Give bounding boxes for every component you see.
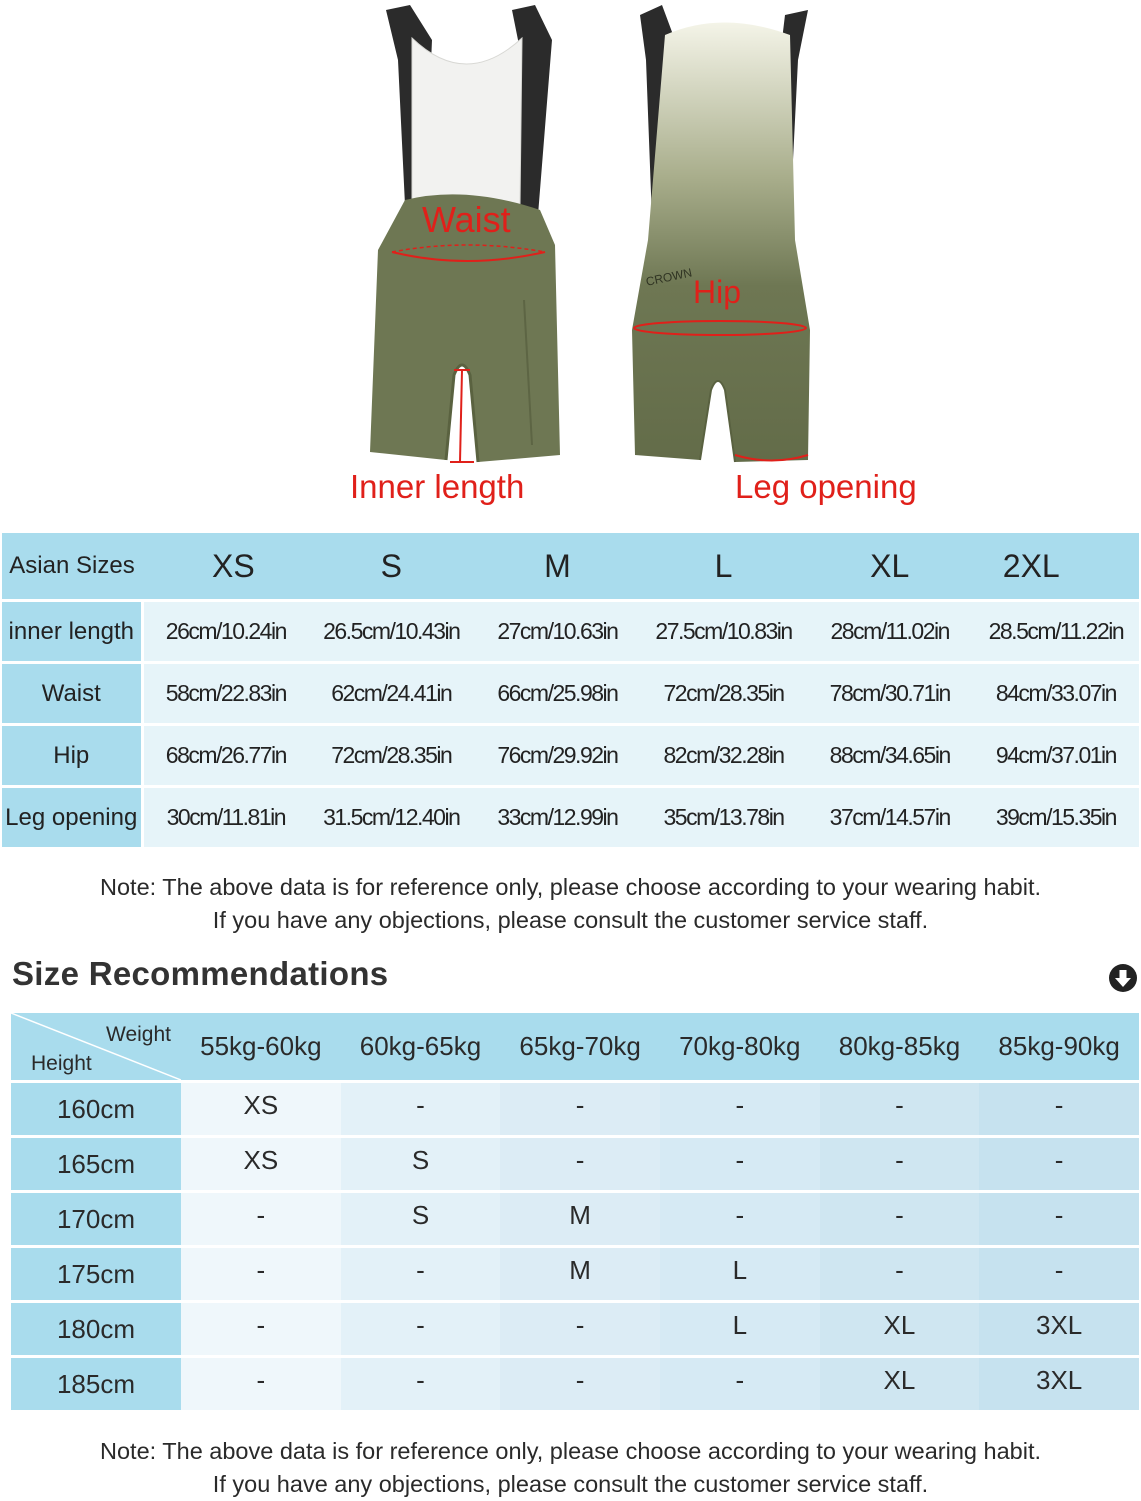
recommended-size: - [1054, 1254, 1064, 1285]
recommended-size: M [569, 1199, 591, 1230]
recommended-size: - [575, 1089, 585, 1120]
recommended-size-cell [341, 1357, 501, 1411]
recommended-size-cell [500, 1357, 660, 1411]
measurement-label: Leg opening [2, 787, 142, 848]
recommended-size: - [895, 1089, 904, 1120]
recommended-size-cell [341, 1247, 501, 1302]
recommended-size-cell [979, 1357, 1139, 1411]
recommended-size-cell [979, 1082, 1139, 1137]
recommended-size: L [732, 1254, 748, 1285]
recommended-size: S [411, 1144, 430, 1175]
measurement-cell: 68cm/26.77in [142, 725, 308, 787]
recommended-size: - [895, 1254, 904, 1285]
size-recommendation-table [11, 1013, 1139, 1410]
weight-height-corner [11, 1013, 181, 1082]
recommended-size: - [575, 1364, 585, 1395]
size-header-cell: L [640, 533, 806, 601]
size-header-cell: XS [142, 533, 308, 601]
recommended-size: - [1054, 1089, 1064, 1120]
measurement-cell: 94cm/37.01in [973, 725, 1139, 787]
weight-axis-label: Weight [106, 1023, 171, 1046]
recommended-size-cell [500, 1302, 660, 1357]
recommended-size-cell [979, 1137, 1139, 1192]
recommended-size-cell [660, 1082, 820, 1137]
recommended-size-cell [660, 1192, 820, 1247]
weight-header-cell: 60kg-65kg [341, 1013, 501, 1082]
recommended-size: - [735, 1199, 745, 1230]
measurement-cell: 82cm/32.28in [640, 725, 806, 787]
recommended-size: 3XL [1036, 1309, 1083, 1340]
measurement-cell: 62cm/24.41in [308, 663, 474, 725]
recommended-size: - [895, 1199, 904, 1230]
recommended-size: XL [883, 1309, 916, 1340]
brand-mark: CROWN [644, 265, 694, 289]
recommended-size-cell [341, 1192, 501, 1247]
measurement-cell: 30cm/11.81in [142, 787, 308, 848]
measurement-row-hip [2, 725, 1139, 787]
recommended-size-cell [820, 1137, 980, 1192]
recommended-size: - [735, 1144, 745, 1175]
back-view [632, 5, 810, 462]
recommended-size-cell [500, 1082, 660, 1137]
recommended-size-cell [660, 1357, 820, 1411]
height-label: 165cm [11, 1137, 181, 1192]
measurement-row-leg-opening [2, 787, 1139, 848]
recommended-size-cell [181, 1247, 341, 1302]
asian-sizes-label: Asian Sizes [2, 533, 142, 601]
recommended-size: - [575, 1144, 585, 1175]
size-recommendations-title: Size Recommendations [12, 955, 389, 992]
measurement-cell: 58cm/22.83in [142, 663, 308, 725]
measurement-cell: 28cm/11.02in [807, 601, 973, 663]
note-line: If you have any objections, please consult the customer service staff. [212, 1471, 929, 1497]
note-line: Note: The above data is for reference only, please choose according to your wearing habit. [100, 874, 1041, 900]
recommended-size-cell [979, 1247, 1139, 1302]
recommended-size-cell [660, 1247, 820, 1302]
note-line: If you have any objections, please consult the customer service staff. [212, 907, 929, 933]
recommended-size: - [416, 1254, 425, 1285]
measurement-cell: 78cm/30.71in [807, 663, 973, 725]
recommended-size-cell [181, 1192, 341, 1247]
recommended-size-cell [820, 1247, 980, 1302]
weight-header-cell: 85kg-90kg [979, 1013, 1139, 1082]
measurement-cell: 72cm/28.35in [308, 725, 474, 787]
height-row [11, 1302, 1139, 1357]
height-row [11, 1137, 1139, 1192]
recommended-size: - [256, 1199, 266, 1230]
reference-note-bottom [0, 1435, 1141, 1501]
measurement-row-waist [2, 663, 1139, 725]
height-label: 160cm [11, 1082, 181, 1137]
recommended-size-cell [341, 1082, 501, 1137]
measurement-cell: 33cm/12.99in [474, 787, 640, 848]
measurement-cell: 26.5cm/10.43in [308, 601, 474, 663]
measurement-cell: 31.5cm/12.40in [308, 787, 474, 848]
recommended-size: - [895, 1144, 904, 1175]
recommended-size-cell [341, 1137, 501, 1192]
height-row [11, 1357, 1139, 1411]
recommended-size: - [416, 1089, 425, 1120]
recommended-size-cell [181, 1082, 341, 1137]
height-row [11, 1192, 1139, 1247]
height-label: 180cm [11, 1302, 181, 1357]
recommended-size: - [575, 1309, 585, 1340]
recommended-size-cell [820, 1357, 980, 1411]
recommended-size: - [256, 1254, 266, 1285]
height-axis-label: Height [31, 1052, 92, 1075]
height-label: 185cm [11, 1357, 181, 1411]
weight-header-row [11, 1013, 1139, 1082]
recommended-size-cell [181, 1357, 341, 1411]
arrow-down-circle-icon[interactable] [1107, 962, 1139, 994]
recommended-size-cell [979, 1192, 1139, 1247]
height-label: 175cm [11, 1247, 181, 1302]
measurement-cell: 76cm/29.92in [474, 725, 640, 787]
recommended-size: - [735, 1364, 745, 1395]
inner-length-guide-line [460, 370, 462, 462]
recommended-size-cell [500, 1247, 660, 1302]
recommended-size-cell [181, 1137, 341, 1192]
size-chart-table [2, 533, 1139, 847]
measurement-cell: 72cm/28.35in [640, 663, 806, 725]
measurement-cell: 35cm/13.78in [640, 787, 806, 848]
recommended-size-cell [660, 1137, 820, 1192]
measurement-label: Waist [2, 663, 142, 725]
recommended-size-cell [660, 1302, 820, 1357]
measurement-cell: 27cm/10.63in [474, 601, 640, 663]
recommended-size: 3XL [1036, 1364, 1083, 1395]
recommended-size-cell [500, 1192, 660, 1247]
measurement-cell: 27.5cm/10.83in [640, 601, 806, 663]
waist-label: Waist [422, 199, 511, 240]
measurement-cell: 26cm/10.24in [142, 601, 308, 663]
recommended-size: - [1054, 1199, 1064, 1230]
recommended-size-cell [181, 1302, 341, 1357]
measurement-cell: 84cm/33.07in [973, 663, 1139, 725]
recommended-size-cell [820, 1192, 980, 1247]
note-line: Note: The above data is for reference only, please choose according to your wearing habit. [100, 1438, 1041, 1464]
size-header-cell: M [474, 533, 640, 601]
size-header-cell: S [308, 533, 474, 601]
size-header-row [2, 533, 1139, 601]
leg-opening-label: Leg opening [735, 468, 917, 505]
recommended-size: S [411, 1199, 430, 1230]
weight-header-cell: 55kg-60kg [181, 1013, 341, 1082]
size-header-cell: 2XL [973, 533, 1139, 601]
measurement-cell: 37cm/14.57in [807, 787, 973, 848]
recommended-size: - [1054, 1144, 1064, 1175]
weight-header-cell: 65kg-70kg [500, 1013, 660, 1082]
measurement-label: Hip [2, 725, 142, 787]
recommended-size-cell [341, 1302, 501, 1357]
recommended-size: XL [883, 1364, 916, 1395]
measurement-cell: 88cm/34.65in [807, 725, 973, 787]
reference-note [0, 871, 1141, 937]
recommended-size: - [416, 1364, 425, 1395]
recommended-size: L [732, 1309, 748, 1340]
bib-shorts-illustration [0, 0, 1141, 525]
recommended-size-cell [820, 1302, 980, 1357]
height-label: 170cm [11, 1192, 181, 1247]
recommended-size: - [416, 1309, 425, 1340]
recommended-size: - [256, 1364, 266, 1395]
measurement-cell: 28.5cm/11.22in [973, 601, 1139, 663]
recommended-size: XS [243, 1089, 279, 1120]
weight-header-cell: 80kg-85kg [820, 1013, 980, 1082]
recommended-size: XS [243, 1144, 279, 1175]
recommended-size-cell [979, 1302, 1139, 1357]
inner-length-label: Inner length [350, 468, 525, 505]
recommended-size: M [569, 1254, 591, 1285]
recommended-size: - [256, 1309, 266, 1340]
measurement-cell: 39cm/15.35in [973, 787, 1139, 848]
measurement-label: inner length [2, 601, 142, 663]
recommended-size-cell [820, 1082, 980, 1137]
weight-header-cell: 70kg-80kg [660, 1013, 820, 1082]
height-row [11, 1082, 1139, 1137]
hip-label: Hip [693, 274, 742, 310]
recommended-size-cell [500, 1137, 660, 1192]
recommended-size: - [735, 1089, 745, 1120]
height-row [11, 1247, 1139, 1302]
measurement-cell: 66cm/25.98in [474, 663, 640, 725]
measurement-row-inner-length [2, 601, 1139, 663]
size-header-cell: XL [807, 533, 973, 601]
